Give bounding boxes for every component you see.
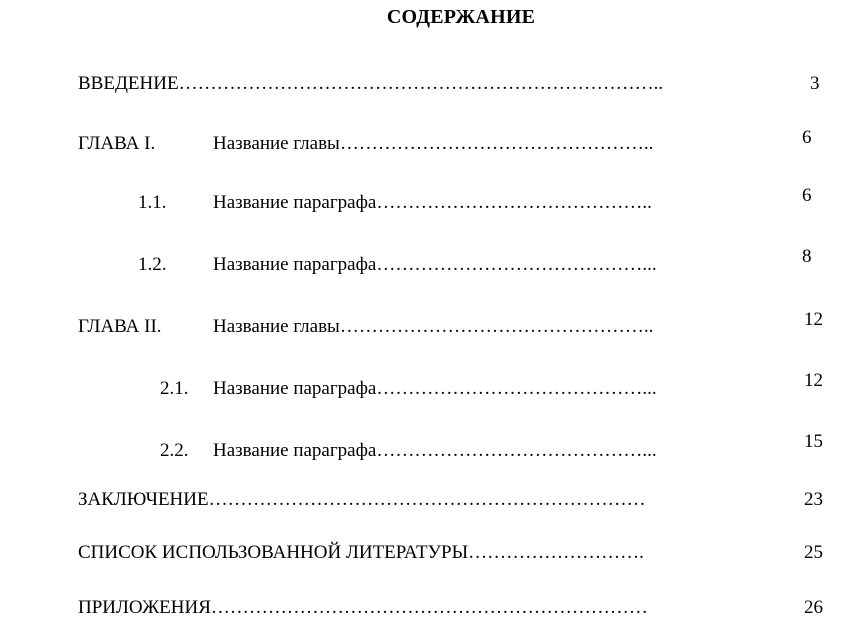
toc-entry-leader: …………………………………………………………… [210, 597, 648, 618]
toc-page-number: 3 [810, 73, 820, 94]
toc-page-number: 8 [802, 246, 812, 267]
toc-entry-text: СПИСОК ИСПОЛЬЗОВАННОЙ ЛИТЕРАТУРЫ [78, 542, 469, 563]
toc-entry-label: 1.2. [138, 254, 167, 275]
toc-entry-text: ВВЕДЕНИЕ [78, 73, 179, 94]
toc-entry-text: Название параграфа [213, 440, 377, 461]
toc-entry-leader: …………………………………………………………… [208, 489, 646, 510]
toc-entry-title [213, 315, 653, 339]
toc-entry-label: ГЛАВА I. [78, 133, 156, 154]
toc-entry-section-1-2 [138, 253, 167, 277]
toc-entry-text: Название параграфа [213, 378, 377, 399]
toc-title: СОДЕРЖАНИЕ [386, 6, 536, 28]
toc-entry-label: 2.1. [160, 378, 189, 399]
toc-page-number: 15 [804, 431, 823, 452]
toc-entry-text: Название параграфа [213, 192, 377, 213]
toc-entry-leader: ………………………………………….. [339, 133, 654, 154]
toc-page-number: 12 [804, 370, 823, 391]
toc-entry-label: 2.2. [160, 440, 189, 461]
toc-entry-text: Название главы [213, 316, 340, 337]
toc-entry-section-1-1 [138, 191, 167, 215]
toc-entry-title [213, 191, 652, 215]
toc-entry-chapter-2 [78, 315, 162, 339]
toc-page-number: 6 [802, 185, 812, 206]
toc-entry [78, 488, 646, 512]
toc-entry-leader: …………………………………….. [376, 192, 652, 213]
toc-entry-title [213, 377, 657, 401]
toc-page-number: 26 [804, 597, 823, 618]
toc-entry-section-2-2 [160, 439, 189, 463]
toc-entry-text: ПРИЛОЖЕНИЯ [78, 597, 211, 618]
toc-page-number: 25 [804, 542, 823, 563]
toc-entry-leader: ……………………………………... [376, 440, 657, 461]
toc-entry-label: ГЛАВА II. [78, 316, 162, 337]
toc-entry-title [213, 439, 657, 463]
toc-entry-leader: ……………………………………... [376, 378, 657, 399]
toc-entry-leader: ………………………. [468, 542, 644, 563]
toc-entry [78, 596, 648, 620]
toc-entry-leader: ………………………………………………………………….. [178, 73, 664, 94]
toc-entry-chapter-1 [78, 132, 155, 156]
toc-entry-title [213, 132, 653, 156]
toc-entry [78, 541, 644, 565]
toc-entry-leader: ………………………………………….. [339, 316, 654, 337]
toc-page-number: 12 [804, 309, 823, 330]
toc-entry-text: Название параграфа [213, 254, 377, 275]
toc-entry [78, 72, 663, 96]
toc-entry-text: Название главы [213, 133, 340, 154]
toc-entry-leader: ……………………………………... [376, 254, 657, 275]
toc-entry-label: 1.1. [138, 192, 167, 213]
toc-entry-section-2-1 [160, 377, 189, 401]
toc-page-number: 23 [804, 489, 823, 510]
toc-entry-title [213, 253, 657, 277]
toc-page-number: 6 [802, 127, 812, 148]
toc-entry-text: ЗАКЛЮЧЕНИЕ [78, 489, 209, 510]
